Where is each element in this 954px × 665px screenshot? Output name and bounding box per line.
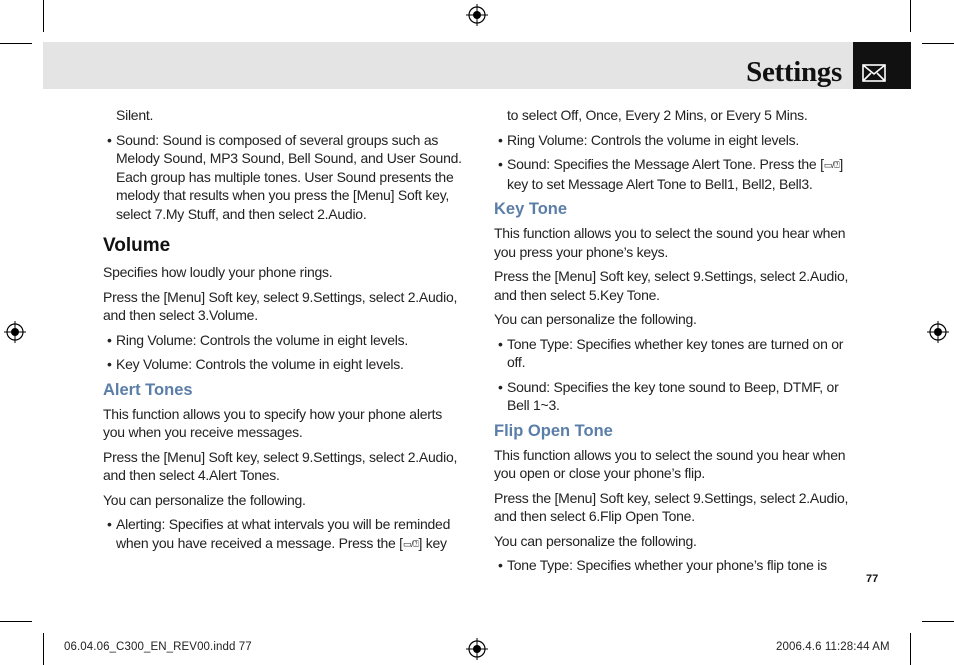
sound-text-a: Sound: Specifies the Message Alert Tone. Press the [: [507, 156, 824, 172]
alerting-text-a: Alerting: Specifies at what intervals you will be reminded when you have received a message. Press the [: [116, 516, 451, 551]
alert-tones-personalize: You can personalize the following.: [103, 491, 306, 508]
alerting-text-b: ] key: [418, 534, 447, 551]
alert-tones-heading: Alert Tones: [103, 380, 193, 399]
crop-mark: [910, 633, 911, 665]
crop-mark: [0, 621, 32, 622]
alert-tones-description: This function allows you to specify how your phone alerts you when you receive messages.: [103, 405, 443, 440]
flip-open-tone-heading: Flip Open Tone: [494, 421, 613, 440]
sound-text-b: ] key to set Message Alert Tone to Bell1, Bell2, Bell3.: [507, 156, 844, 192]
message-key-icon: ▭/⍰: [402, 538, 419, 549]
bullet-key-sound: • Sound: Specifies the key tone sound to Beep, DTMF, or Bell 1~3.: [494, 378, 856, 415]
bullet-ring-volume: • Ring Volume: Controls the volume in eight levels.: [103, 331, 465, 350]
continued-text: to select Off, Once, Every 2 Mins, or Every 5 Mins.: [507, 107, 808, 123]
header-band: [43, 42, 853, 89]
bullet-ring-volume: • Ring Volume: Controls the volume in eight levels.: [494, 131, 856, 150]
envelope-icon: [853, 42, 911, 89]
bullet-key-tone-type: • Tone Type: Specifies whether key tones are turned on or off.: [494, 335, 856, 372]
registration-mark-icon: [466, 4, 488, 26]
footer-timestamp: 2006.4.6 11:28:44 AM: [776, 641, 890, 653]
bullet-message-sound: [494, 155, 856, 193]
key-tone-steps: Press the [Menu] Soft key, select 9.Settings, select 2.Audio, and then select 5.Key Tone.: [494, 268, 849, 303]
registration-mark-icon: [466, 638, 488, 660]
flip-open-tone-steps: Press the [Menu] Soft key, select 9.Settings, select 2.Audio, and then select 6.Flip Open Tone.: [494, 489, 849, 524]
crop-mark: [922, 43, 954, 44]
page-number: 77: [866, 573, 879, 585]
bullet-sound: • Sound: Sound is composed of several groups such as Melody Sound, MP3 Sound, Bell Sound, and User Sound. Each group has multiple tones. User Sound presents the melody that results when you press the [Menu] Soft key, select 7.My Stuff, and then select 2.Audio.: [103, 131, 465, 224]
key-tone-description: This function allows you to select the sound you hear when you press your phone’s keys.: [494, 225, 846, 260]
crop-mark: [43, 633, 44, 665]
message-key-icon: ▭/⍰: [823, 160, 840, 170]
registration-mark-icon: [4, 321, 26, 343]
key-tone-heading: Key Tone: [494, 200, 568, 218]
registration-mark-icon: [927, 321, 949, 343]
bullet-key-volume: • Key Volume: Controls the volume in eight levels.: [103, 355, 465, 374]
alert-tones-steps: Press the [Menu] Soft key, select 9.Settings, select 2.Audio, and then select 4.Alert Tones.: [103, 448, 458, 483]
header-icon-box: [853, 42, 911, 89]
flip-open-tone-personalize: You can personalize the following.: [494, 532, 697, 549]
crop-mark: [43, 0, 44, 32]
crop-mark: [922, 621, 954, 622]
volume-steps: Press the [Menu] Soft key, select 9.Settings, select 2.Audio, and then select 3.Volume.: [103, 288, 458, 323]
bullet-flip-tone-type: • Tone Type: Specifies whether your phone’s flip tone is: [494, 556, 856, 575]
flip-open-tone-description: This function allows you to select the sound you hear when you open or close your phone’s flip.: [494, 446, 846, 481]
volume-heading: Volume: [103, 235, 171, 256]
bullet-alerting: [103, 515, 465, 553]
crop-mark: [910, 0, 911, 32]
continued-text: Silent.: [116, 107, 154, 123]
right-column: [494, 106, 856, 581]
key-tone-personalize: You can personalize the following.: [494, 311, 697, 327]
left-column: [103, 106, 465, 559]
volume-description: Specifies how loudly your phone rings.: [103, 264, 333, 280]
page-title: Settings: [746, 56, 842, 88]
crop-mark: [0, 43, 32, 44]
footer-file-name: 06.04.06_C300_EN_REV00.indd 77: [64, 641, 252, 653]
